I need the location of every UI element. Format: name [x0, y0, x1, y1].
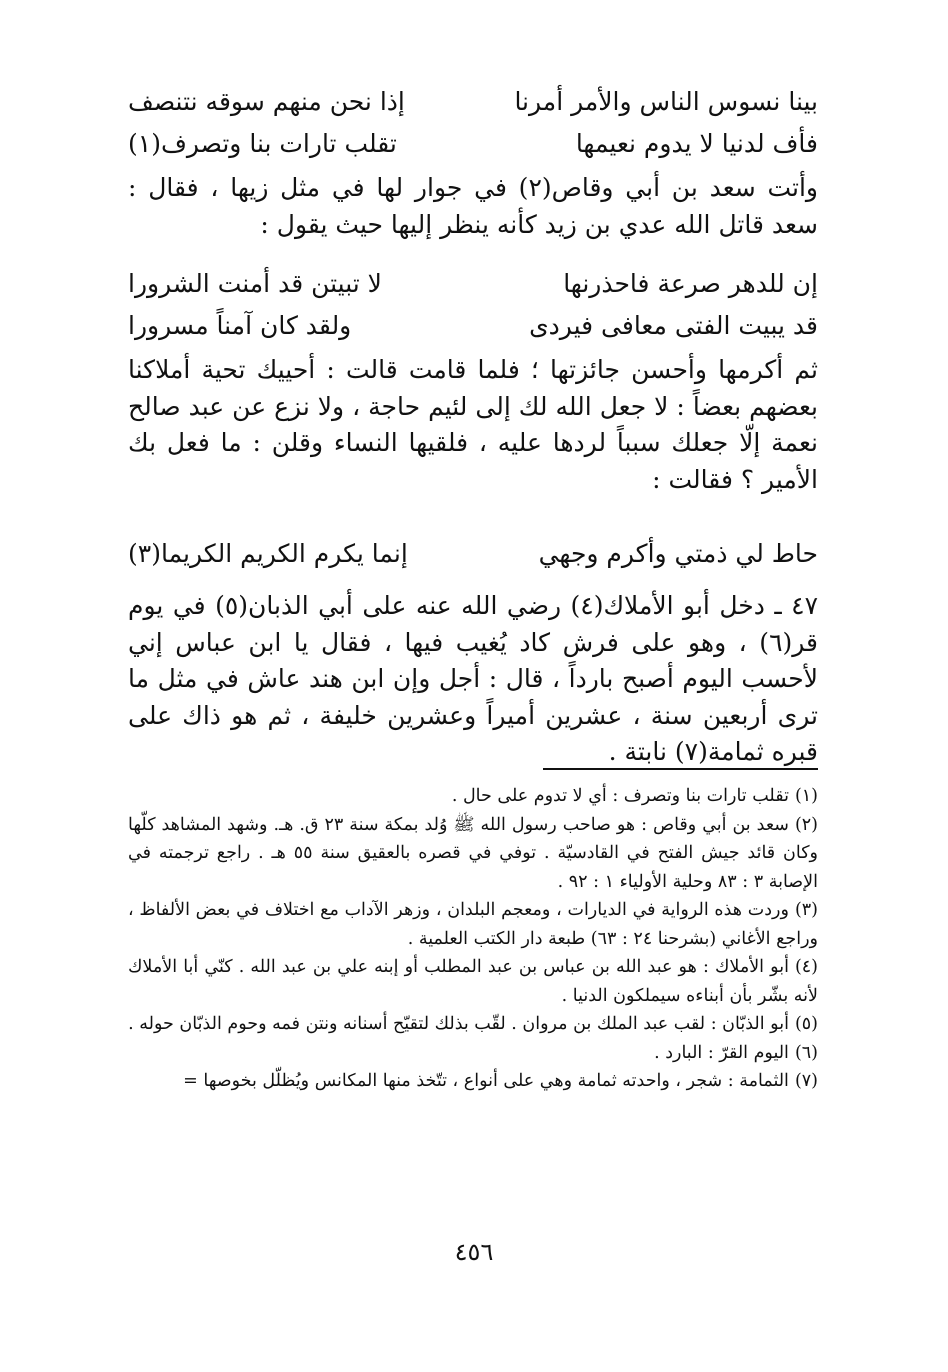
footnote: [128, 1067, 818, 1096]
footnote: [128, 953, 818, 1010]
footnote-text: الثمامة : شجر ، واحدته ثمامة وهي على أنواع ، تتّخذ منها المكانس ويُظلّل بخوصها =: [183, 1071, 789, 1091]
footnote: [128, 811, 818, 897]
paragraph-47: ٤٧ ـ دخل أبو الأملاك(٤) رضي الله عنه على أبي الذبان(٥) في يوم قر(٦) ، وهو على فرش كاد يُغيب فيها ، فقال يا ابن عباس إني لأحسب اليوم أصبح بارداً ، قال : أجل وإن ابن هند عاش في مثل ما ترى أربعين سنة ، عشرين أميراً وعشرين خليفة ، ثم هو ذاك على قبره ثمامة(٧) نابتة .: [128, 591, 818, 766]
verse-line: [128, 534, 818, 574]
verse-line: [128, 82, 818, 122]
footnote-divider: [543, 768, 818, 770]
verse-first-hemistich: إن للدهر صرعة فاحذرنها: [563, 269, 818, 298]
footnote-text: أبو الأملاك : هو عبد الله بن عباس بن عبد المطلب أو إبنه علي بن عبد الله . كنّي أبا الأملاك لأنه بشّر بأن أبناءه سيملكون الدنيا .: [128, 957, 818, 1006]
footnote: [128, 782, 818, 811]
verse-second-hemistich: ولقد كان آمناً مسرورا: [128, 311, 352, 340]
footnotes-list: [128, 782, 818, 1096]
footnote-text: وردت هذه الرواية في الديارات ، ومعجم البلدان ، وزهر الآداب مع اختلاف في بعض الألفاظ ، وراجع الأغاني (بشرحنا ٢٤ : ٦٣) طبعة دار الكتب العلمية .: [128, 900, 818, 949]
verse-first-hemistich: فأف لدنيا لا يدوم نعيمها: [575, 129, 818, 158]
footnote-number: (٧): [794, 1071, 818, 1091]
footnote-number: (٣): [794, 900, 818, 920]
page-number: ٤٥٦: [454, 1238, 494, 1266]
verse-first-hemistich: حاط لي ذمتي وأكرم وجهي: [538, 539, 818, 568]
footnote-text: أبو الذبّان : لقب عبد الملك بن مروان . لقّب بذلك لتقيّح أسنانه ونتن فمه وحوم الذبّان حوله .: [128, 1014, 789, 1034]
verse-first-hemistich: بينا نسوس الناس والأمر أمرنا: [514, 87, 818, 116]
footnote-text: اليوم القرّ : البارد .: [654, 1042, 789, 1063]
footnote: [128, 1010, 818, 1039]
verse-second-hemistich: لا تبيتن قد أمنت الشرورا: [128, 269, 382, 298]
verse-line: [128, 264, 818, 304]
verse-line: [128, 306, 818, 346]
footnote-text: سعد بن أبي وقاص : هو صاحب رسول الله ﷺ وُلد بمكة سنة ٢٣ ق. هـ. وشهد المشاهد كلّها وكان قائد جيش الفتح في القادسيّة . توفي في قصره بالعقيق سنة ٥٥ هـ . راجع ترجمته في الإصابة ٣ : ٨٣ وحلية الأولياء ١ : ٩٢ .: [128, 814, 818, 892]
verse-second-hemistich: إذا نحن منهم سوقه نتنصف: [128, 87, 405, 116]
paragraph-greeting: ثم أكرمها وأحسن جائزتها ؛ فلما قامت قالت : أحييك تحية أملاكنا بعضهم بعضاً : لا جعل الله لك إلى لئيم حاجة ، ولا نزع عن عبد صالح نعمة إلّا جعلك سبباً لردها عليه ، فلقيها النساء وقلن : ما فعل بك الأمير ؟ فقالت :: [128, 355, 818, 494]
verse-second-hemistich: تقلب تارات بنا وتصرف(١): [128, 129, 397, 158]
footnote-number: (٥): [794, 1014, 818, 1034]
verse-second-hemistich: إنما يكرم الكريم الكريما(٣): [128, 539, 408, 568]
footnote: [128, 1039, 818, 1068]
footnote-number: (٢): [794, 814, 818, 835]
footnote-number: (٦): [794, 1042, 818, 1063]
footnote-number: (٤): [794, 957, 818, 977]
verse-first-hemistich: قد يبيت الفتى معافى فيردى: [529, 311, 818, 340]
footnote: [128, 896, 818, 953]
paragraph-saad: وأتت سعد بن أبي وقاص(٢) في جوار لها في مثل زيها ، فقال : سعد قاتل الله عدي بن زيد كأنه ينظر إليها حيث يقول :: [128, 173, 819, 239]
footnote-text: تقلب تارات بنا وتصرف : أي لا تدوم على حال .: [451, 786, 789, 806]
footnote-number: (١): [794, 786, 818, 806]
verse-line: [128, 124, 818, 164]
